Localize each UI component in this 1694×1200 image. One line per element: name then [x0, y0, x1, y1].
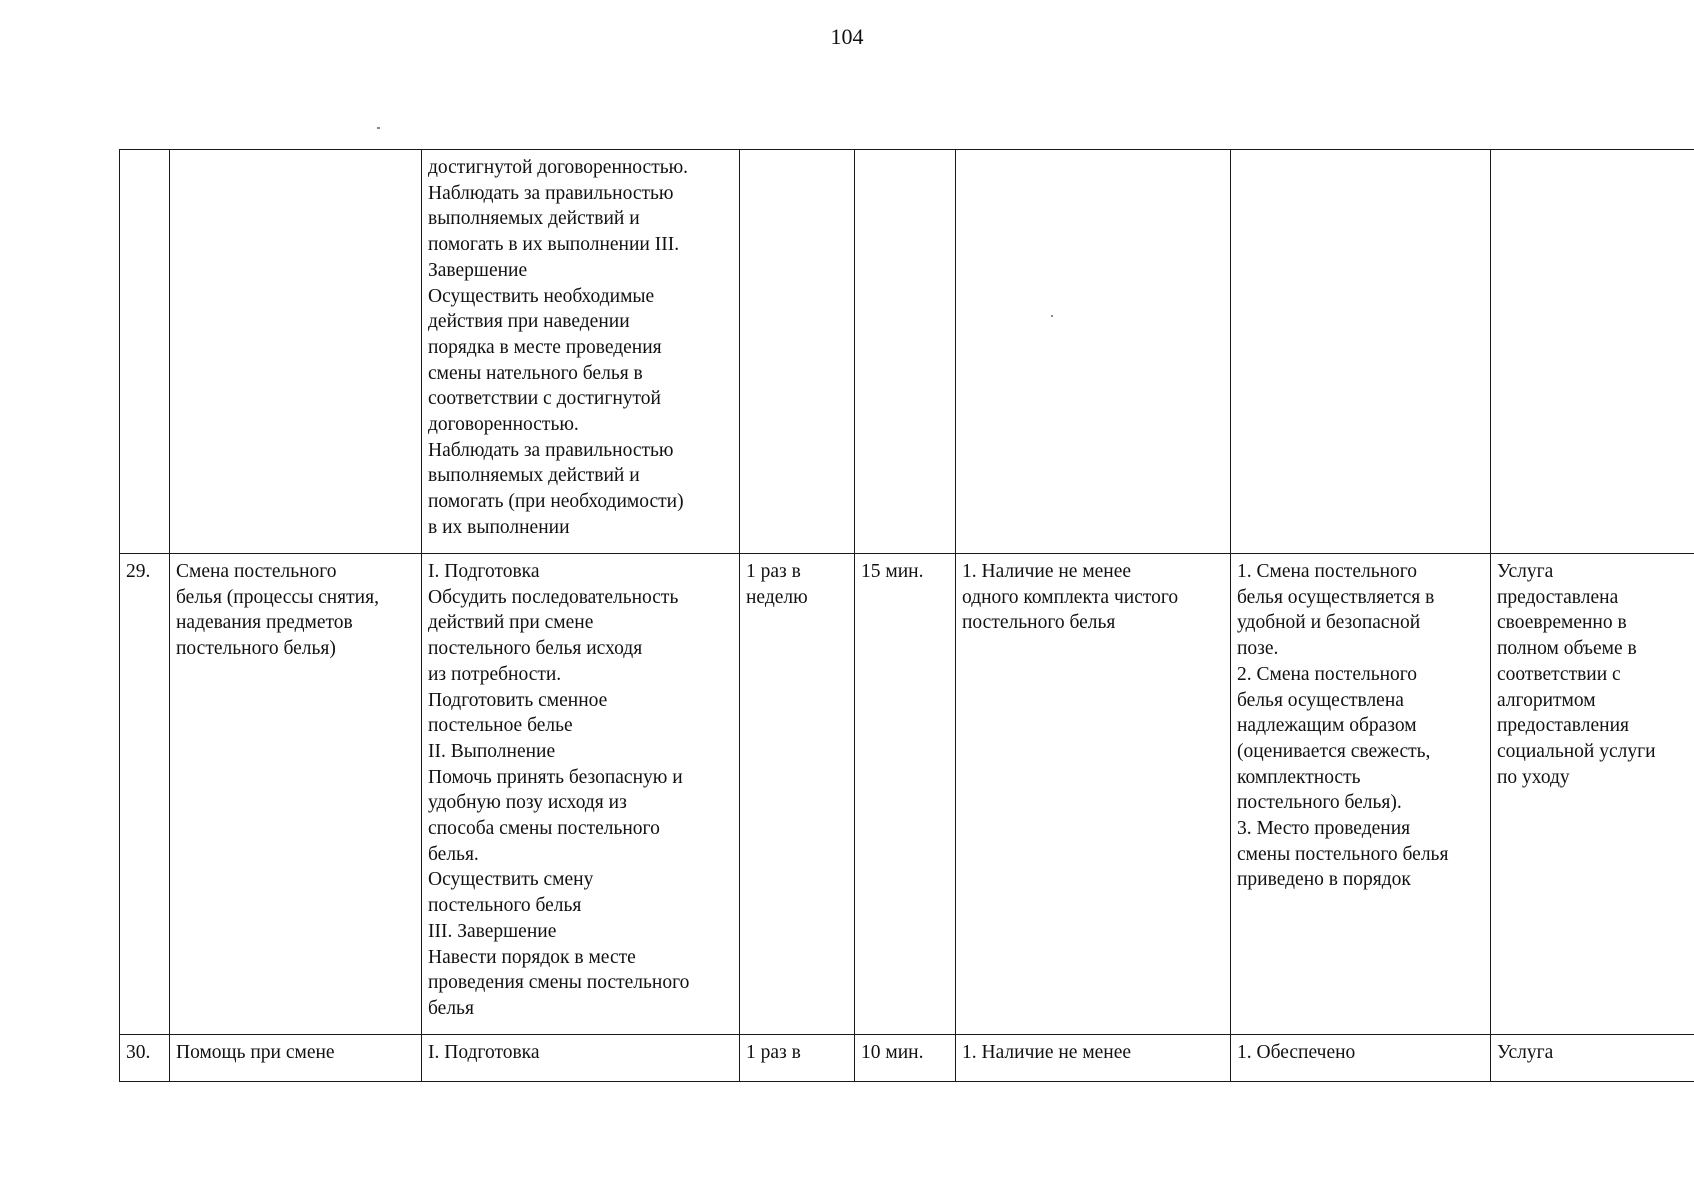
- result-cell: Услуга: [1491, 1035, 1694, 1082]
- page-number: 104: [830, 24, 864, 49]
- conditions-cell: [956, 150, 1231, 554]
- row-number-cell: 29.: [120, 554, 170, 1035]
- duration-cell: 10 мин.: [855, 1035, 956, 1082]
- result-cell: [1491, 150, 1694, 554]
- procedure-steps-cell: I. Подготовка Обсудить последовательность действий при смене постельного белья исходя из потребности. Подготовить сменное постельное белье II. Выполнение Помочь принять безопасную и удобную позу исходя из способа смены постельного белья. Осуществить смену постельного белья III. Завершение Навести порядок в месте проведения смены постельного белья: [422, 554, 740, 1035]
- result-cell: Услуга предоставлена своевременно в полном объеме в соответствии с алгоритмом предоставления социальной услуги по уходу: [1491, 554, 1694, 1035]
- conditions-cell: 1. Наличие не менее: [956, 1035, 1231, 1082]
- service-name-cell: Помощь при смене: [170, 1035, 422, 1082]
- table-row: [120, 1035, 1694, 1082]
- quality-criteria-cell: 1. Обеспечено: [1231, 1035, 1491, 1082]
- table-row: [120, 150, 1694, 554]
- frequency-cell: 1 раз в: [740, 1035, 855, 1082]
- row-number-cell: 30.: [120, 1035, 170, 1082]
- table-row: [120, 554, 1694, 1035]
- service-name-cell: Смена постельного белья (процессы снятия, надевания предметов постельного белья): [170, 554, 422, 1035]
- service-name-cell: [170, 150, 422, 554]
- procedure-steps-cell: достигнутой договоренностью. Наблюдать за правильностью выполняемых действий и помогать в их выполнении III. Завершение Осуществить необходимые действия при наведении порядка в месте проведения смены нательного белья в соответствии с достигнутой договоренностью. Наблюдать за правильностью выполняемых действий и помогать (при необходимости) в их выполнении: [422, 150, 740, 554]
- row-number-cell: [120, 150, 170, 554]
- conditions-cell: 1. Наличие не менее одного комплекта чистого постельного белья: [956, 554, 1231, 1035]
- frequency-cell: [740, 150, 855, 554]
- quality-criteria-cell: 1. Смена постельного белья осуществляется в удобной и безопасной позе. 2. Смена постельного белья осуществлена надлежащим образом (оценивается свежесть, комплектность постельного белья). 3. Место проведения смены постельного белья приведено в порядок: [1231, 554, 1491, 1035]
- quality-criteria-cell: [1231, 150, 1491, 554]
- duration-cell: 15 мин.: [855, 554, 956, 1035]
- scan-mark: [377, 127, 380, 129]
- duration-cell: [855, 150, 956, 554]
- procedure-steps-cell: I. Подготовка: [422, 1035, 740, 1082]
- services-table: [119, 149, 1694, 1082]
- frequency-cell: 1 раз в неделю: [740, 554, 855, 1035]
